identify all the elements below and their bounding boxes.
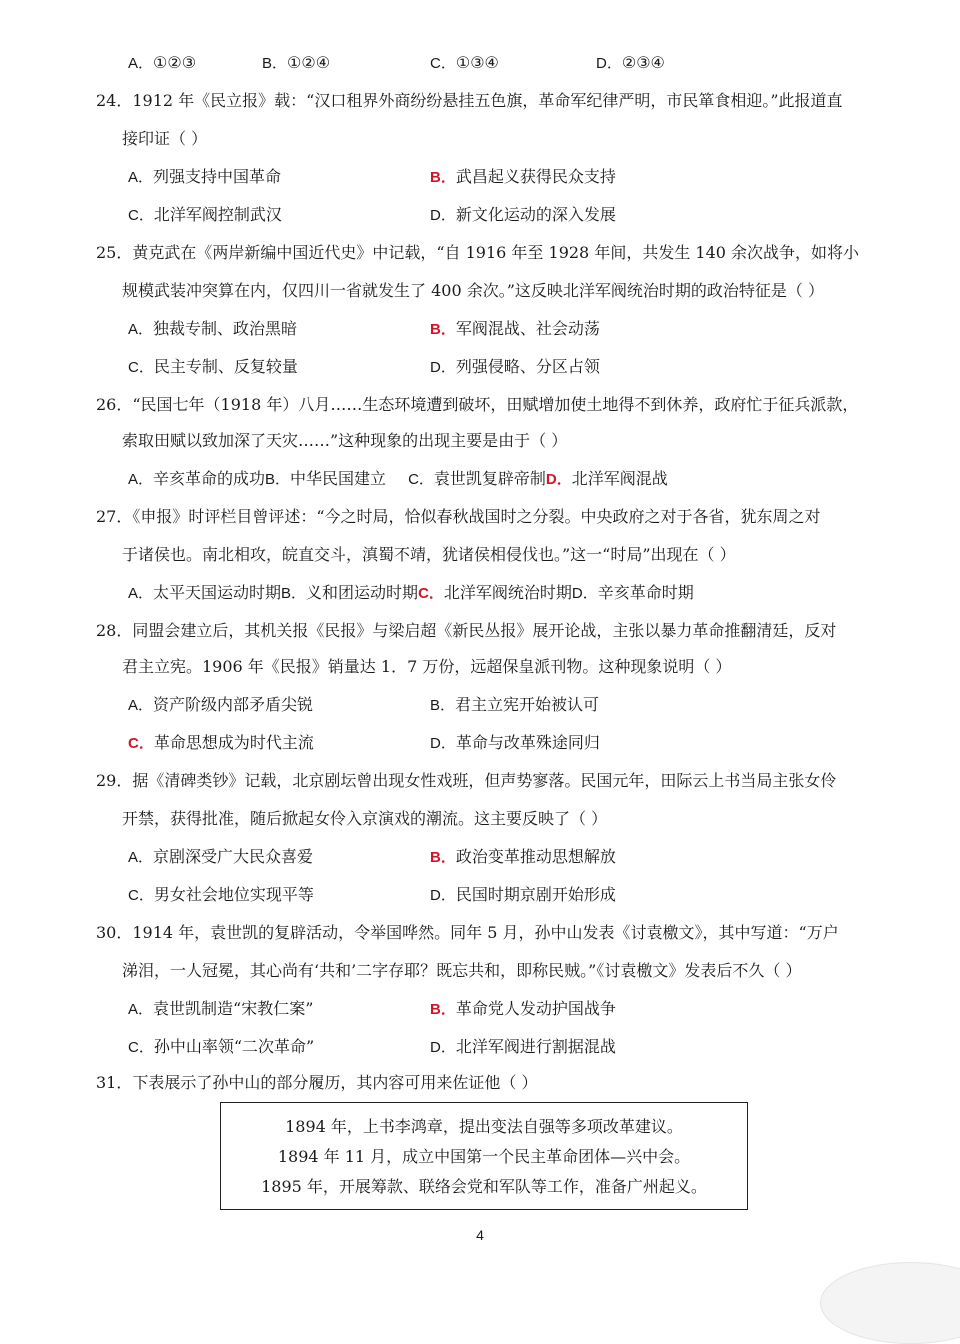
option-text: 革命党人发动护国战争 (455, 999, 616, 1018)
option-letter: A． (128, 697, 154, 714)
option-text: 北洋军阀进行割据混战 (455, 1037, 616, 1056)
q23-option-b (262, 52, 330, 75)
page-number: 4 (476, 1227, 484, 1243)
option-letter: C． (128, 359, 154, 376)
option-text: 新文化运动的深入发展 (455, 205, 616, 224)
option-letter: C． (128, 1039, 154, 1056)
q24-option-a (128, 166, 281, 189)
q25-option-c (128, 356, 298, 379)
option-text: 男女社会地位实现平等 (153, 885, 314, 904)
option-letter-correct: B． (430, 1001, 456, 1018)
option-text: ②③④ (621, 53, 665, 72)
q29-stem-line-2: 开禁，获得批准，随后掀起女伶入京演戏的潮流。这主要反映了（ ） (122, 809, 608, 828)
option-text: 中华民国建立 (290, 469, 387, 488)
q30-option-b (430, 998, 616, 1021)
option-letter: D． (430, 735, 456, 752)
option-text: 革命思想成为时代主流 (153, 733, 314, 752)
option-text: 独裁专制、政治黑暗 (153, 319, 298, 338)
option-text: 革命与改革殊途同归 (455, 733, 600, 752)
q27-stem-line-2: 于诸侯也。南北相攻，皖直交斗，滇蜀不靖，犹诸侯相侵伐也。”这一“时局”出现在（ ） (122, 545, 736, 564)
q24-option-d (430, 204, 616, 227)
option-text: 辛亥革命时期 (597, 583, 694, 602)
option-letter: D． (430, 887, 456, 904)
q25-option-a (128, 318, 297, 341)
q29-option-c (128, 884, 314, 907)
q26-options-row (128, 468, 668, 491)
option-text: 京剧深受广大民众喜爱 (153, 847, 314, 866)
option-letter-correct: C． (128, 735, 154, 752)
resume-row: 1894 年 11 月，成立中国第一个民主革命团体—兴中会。 (277, 1147, 691, 1166)
q29-option-b (430, 846, 616, 869)
q23-option-d (596, 52, 665, 75)
q24-stem-line-2: 接印证（ ） (122, 129, 208, 148)
option-letter: B． (430, 697, 456, 714)
option-letter: B． (262, 55, 288, 72)
option-letter-correct: B． (430, 321, 456, 338)
option-letter-correct: B． (430, 849, 456, 866)
option-letter: D． (430, 207, 456, 224)
option-text: 北洋军阀混战 (571, 469, 668, 488)
q29-stem-line-1: 29．据《清碑类钞》记载，北京剧坛曾出现女性戏班，但声势寥落。民国元年，田际云上书当局主张女伶 (96, 771, 837, 790)
option-letter: A． (128, 169, 154, 186)
option-text: 民国时期京剧开始形成 (455, 885, 616, 904)
option-text: 孙中山率领“二次革命” (153, 1037, 315, 1056)
q26-stem-line-1: 26．“民国七年（1918 年）八月……生态环境遭到破坏，田赋增加使土地得不到休养，政府忙于征兵派款， (96, 395, 859, 414)
q28-option-c (128, 732, 314, 755)
page-curl-shadow (820, 1262, 960, 1344)
q30-option-c (128, 1036, 314, 1059)
option-text: ①③④ (455, 53, 499, 72)
option-letter: B． (281, 585, 307, 602)
q24-option-c (128, 204, 282, 227)
q28-option-d (430, 732, 600, 755)
option-letter: A． (128, 849, 154, 866)
resume-row: 1895 年，开展筹款、联络会党和军队等工作，准备广州起义。 (261, 1177, 707, 1196)
q27-stem-line-1: 27．《申报》时评栏目曾评述：“今之时局，恰似春秋战国时之分裂。中央政府之对于各省，犹东周之对 (96, 507, 821, 526)
option-text: 北洋军阀控制武汉 (153, 205, 282, 224)
q24-option-b (430, 166, 616, 189)
q29-option-a (128, 846, 313, 869)
q25-stem-line-1: 25．黄克武在《两岸新编中国近代史》中记载，“自 1916 年至 1928 年间，共发生 140 余次战争，如将小 (96, 243, 860, 262)
q30-stem-line-1: 30．1914 年，袁世凯的复辟活动，令举国哗然。同年 5 月，孙中山发表《讨袁檄文》，其中写道：“万户 (96, 923, 839, 942)
q30-option-a (128, 998, 313, 1021)
option-text: ①②④ (287, 53, 331, 72)
q24-stem-line-1: 24．1912 年《民立报》载：“汉口租界外商纷纷悬挂五色旗，革命军纪律严明，市民箪食相迎。”此报道直 (96, 91, 843, 110)
option-text: 政治变革推动思想解放 (455, 847, 616, 866)
q28-stem-line-2: 君主立宪。1906 年《民报》销量达 1．7 万份，远超保皇派刊物。这种现象说明（ ） (122, 657, 732, 676)
option-text: 列强支持中国革命 (153, 167, 282, 186)
q23-option-c (430, 52, 499, 75)
q26-stem-line-2: 索取田赋以致加深了天灾……”这种现象的出现主要是由于（ ） (122, 431, 568, 450)
option-letter-correct: B． (430, 169, 456, 186)
option-letter: A． (128, 471, 154, 488)
option-letter: A． (128, 585, 154, 602)
q28-stem-line-1: 28．同盟会建立后，其机关报《民报》与梁启超《新民丛报》展开论战，主张以暴力革命推翻清廷，反对 (96, 621, 837, 640)
q31-stem-line-1: 31．下表展示了孙中山的部分履历，其内容可用来佐证他（ ） (96, 1073, 538, 1092)
q28-option-a (128, 694, 313, 717)
option-letter: A． (128, 1001, 154, 1018)
option-letter-correct: C． (418, 585, 444, 602)
option-letter: B． (265, 471, 291, 488)
option-letter: D． (430, 359, 456, 376)
q25-stem-line-2: 规模武装冲突算在内，仅四川一省就发生了 400 余次。”这反映北洋军阀统治时期的政治特征是（ ） (122, 281, 824, 300)
option-text: 义和团运动时期 (306, 583, 419, 602)
resume-table (220, 1102, 748, 1210)
q25-option-d (430, 356, 600, 379)
q23-option-a (128, 52, 196, 75)
option-letter: C． (430, 55, 456, 72)
option-text: 君主立宪开始被认可 (455, 695, 600, 714)
resume-row: 1894 年，上书李鸿章，提出变法自强等多项改革建议。 (285, 1117, 683, 1136)
option-text: 袁世凯复辟帝制 (433, 469, 546, 488)
option-text: 列强侵略、分区占领 (455, 357, 600, 376)
option-text: 北洋军阀统治时期 (443, 583, 572, 602)
option-text: ①②③ (153, 53, 197, 72)
option-text: 太平天国运动时期 (153, 583, 282, 602)
option-letter: C． (408, 471, 434, 488)
option-text: 军阀混战、社会动荡 (455, 319, 600, 338)
q30-option-d (430, 1036, 616, 1059)
option-text: 资产阶级内部矛盾尖锐 (153, 695, 314, 714)
q27-options-row (128, 582, 694, 605)
option-letter: A． (128, 55, 154, 72)
option-letter: D． (596, 55, 622, 72)
option-letter-correct: D． (545, 471, 572, 488)
q28-option-b (430, 694, 599, 717)
option-text: 武昌起义获得民众支持 (455, 167, 616, 186)
q30-stem-line-2: 涕泪，一人冠冕，其心尚有‘共和’二字存耶？既忘共和，即称民贼。”《讨袁檄文》发表后不久（ ） (122, 961, 802, 980)
option-letter: C． (128, 887, 154, 904)
option-text: 辛亥革命的成功 (153, 469, 266, 488)
option-letter: D． (430, 1039, 456, 1056)
q29-option-d (430, 884, 616, 907)
option-letter: D． (571, 585, 598, 602)
option-text: 袁世凯制造“宋教仁案” (153, 999, 314, 1018)
option-letter: C． (128, 207, 154, 224)
option-letter: A． (128, 321, 154, 338)
q25-option-b (430, 318, 600, 341)
option-text: 民主专制、反复较量 (153, 357, 298, 376)
